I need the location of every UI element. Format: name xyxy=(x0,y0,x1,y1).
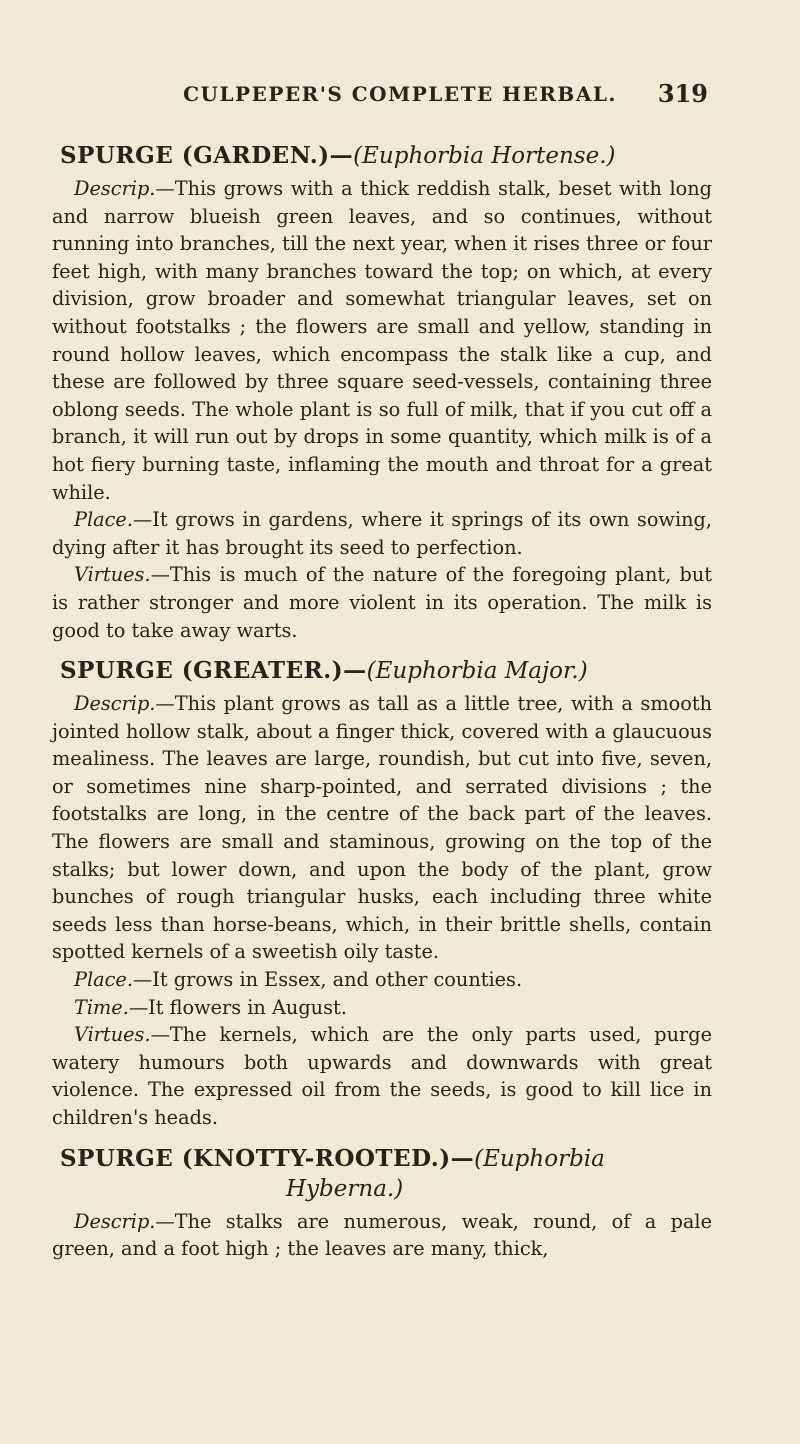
entry-latin-name: (Euphorbia Hortense.) xyxy=(353,143,616,169)
paragraph xyxy=(52,175,712,506)
paragraph-label: Descrip. xyxy=(74,1209,156,1233)
paragraph-text: —This grows with a thick reddish stalk, beset with long and narrow blueish green leaves, and so continues, without running into branches, till the next year, when it rises three or four feet high, with many branches toward the top; on which, at every division, grow broader and somewhat triangular leaves, set on without footstalks ; the flowers are small and yellow, standing in round hollow leaves, which encompass the stalk like a cup, and these are followed by three square seed-vessels, containing three oblong seeds. The whole plant is so full of milk, that if you cut off a branch, it will run out by drops in some quantity, which milk is of a hot fiery burning taste, inflaming the mouth and throat for a great while. xyxy=(52,177,712,504)
page-number: 319 xyxy=(657,79,708,108)
paragraph xyxy=(52,1208,712,1263)
paragraph-text: —It grows in Essex, and other counties. xyxy=(132,968,523,992)
entry-heading xyxy=(60,1144,712,1204)
paragraph-text: —The kernels, which are the only parts used, purge watery humours both upwards and downwards with great violence. The expressed oil from the seeds, is good to kill lice in children's heads. xyxy=(52,1023,712,1129)
entry-latin-name-continued: Hyberna.) xyxy=(286,1175,404,1202)
entry-name: SPURGE (GARDEN.)— xyxy=(60,142,354,169)
paragraph-label: Virtues. xyxy=(74,1023,151,1047)
paragraph-label: Descrip. xyxy=(74,692,156,716)
running-head xyxy=(0,79,800,108)
paragraph-text: —The stalks are numerous, weak, round, of a pale green, and a foot high ; the leaves are many, thick, xyxy=(52,1209,712,1261)
entry-heading xyxy=(60,656,712,686)
paragraph-label: Time. xyxy=(74,995,129,1019)
paragraph xyxy=(52,506,712,561)
paragraph-label: Place. xyxy=(74,968,133,992)
running-title: CULPEPER'S COMPLETE HERBAL. xyxy=(183,82,617,106)
paragraph-text: —This plant grows as tall as a little tree, with a smooth jointed hollow stalk, about a finger thick, covered with a glaucuous mealiness. The leaves are large, roundish, but cut into five, seven, or sometimes nine sharp-pointed, and serrated divisions ; the footstalks are long, in the centre of the back part of the leaves. The flowers are small and staminous, growing on the top of the stalks; but lower down, and upon the body of the plant, grow bunches of rough triangular husks, each including three white seeds less than horse-beans, which, in their brittle shells, contain spotted kernels of a sweetish oily taste. xyxy=(52,692,712,964)
entry-latin-name: (Euphorbia Major.) xyxy=(366,658,588,685)
paragraph xyxy=(52,561,712,644)
entry-latin-name: (Euphorbia xyxy=(474,1145,605,1172)
paragraph xyxy=(52,994,712,1022)
paragraph-label: Place. xyxy=(74,508,133,532)
paragraph xyxy=(52,966,712,994)
paragraph xyxy=(52,1021,712,1131)
paragraph-label: Descrip. xyxy=(74,177,156,200)
paragraph xyxy=(52,690,712,966)
paragraph-label: Virtues. xyxy=(74,563,151,587)
paragraph-text: —It flowers in August. xyxy=(128,995,347,1019)
entry-name: SPURGE (GREATER.)— xyxy=(60,657,367,685)
paragraph-text: —This is much of the nature of the foregoing plant, but is rather stronger and more violent in its operation. The milk is good to take away warts. xyxy=(52,563,712,642)
entry-name: SPURGE (KNOTTY-ROOTED.)— xyxy=(60,1144,475,1172)
entry-heading xyxy=(60,141,712,171)
page-content xyxy=(52,135,712,1263)
paragraph-text: —It grows in gardens, where it springs of its own sowing, dying after it has brought its seed to perfection. xyxy=(52,508,712,559)
